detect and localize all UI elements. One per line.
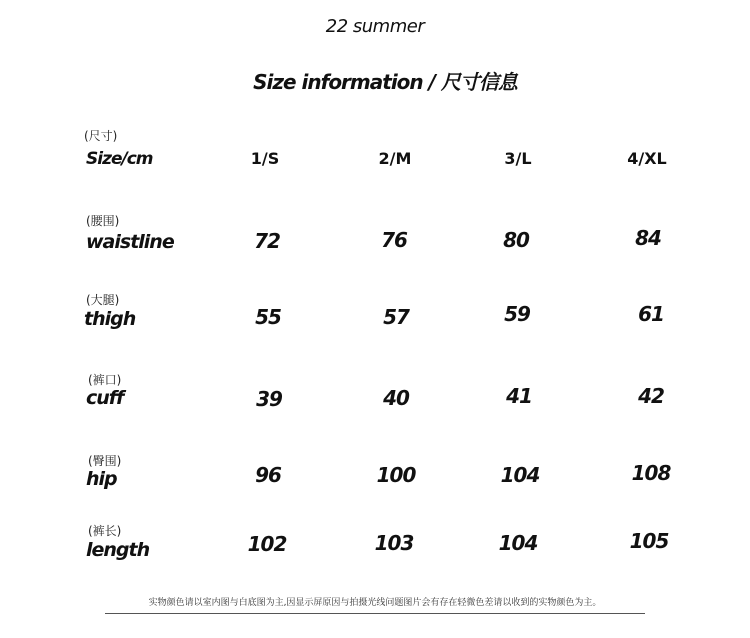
column-header-xl: 4/XL [627, 149, 667, 168]
season-label: 22 summer [325, 16, 425, 37]
row-label-en: thigh [84, 308, 136, 330]
row-label-en: length [86, 539, 150, 561]
table-cell: 76 [381, 228, 407, 252]
size-label-cn: (尺寸) [84, 129, 118, 143]
table-cell: 41 [506, 384, 532, 408]
column-header-l: 3/L [504, 149, 532, 168]
row-label-cn: (大腿) [86, 293, 120, 307]
table-cell: 61 [638, 302, 664, 326]
table-cell: 42 [638, 384, 664, 408]
table-cell: 103 [374, 531, 414, 555]
table-cell: 59 [504, 302, 530, 326]
divider [105, 613, 645, 614]
column-header-s: 1/S [250, 149, 280, 168]
page-title: Size information / 尺寸信息 [253, 70, 517, 94]
table-cell: 108 [631, 461, 671, 485]
row-label-cn: (裤长) [88, 524, 122, 538]
row-label-cn: (腰围) [86, 214, 120, 228]
table-cell: 104 [500, 463, 540, 487]
table-cell: 100 [376, 463, 416, 487]
table-cell: 102 [247, 532, 287, 556]
table-cell: 57 [383, 305, 409, 329]
row-label-en: waistline [86, 231, 174, 253]
row-label-en: cuff [86, 387, 124, 409]
column-header-m: 2/M [378, 149, 412, 168]
row-label-cn: (臀围) [88, 454, 122, 468]
table-cell: 55 [255, 305, 281, 329]
color-disclaimer-note: 实物颜色请以室内图与白底图为主,因显示屏原因与拍摄光线问题图片会有存在轻微色差请以收到的实物颜色为主。 [148, 598, 602, 608]
table-cell: 105 [629, 529, 669, 553]
table-cell: 104 [498, 531, 538, 555]
table-cell: 40 [383, 386, 409, 410]
table-cell: 80 [503, 228, 529, 252]
table-cell: 96 [255, 463, 281, 487]
table-cell: 39 [256, 387, 282, 411]
row-label-cn: (裤口) [88, 373, 122, 387]
table-cell: 84 [635, 226, 661, 250]
table-cell: 72 [254, 229, 280, 253]
size-label-en: Size/cm [86, 149, 153, 169]
row-label-en: hip [86, 468, 117, 490]
